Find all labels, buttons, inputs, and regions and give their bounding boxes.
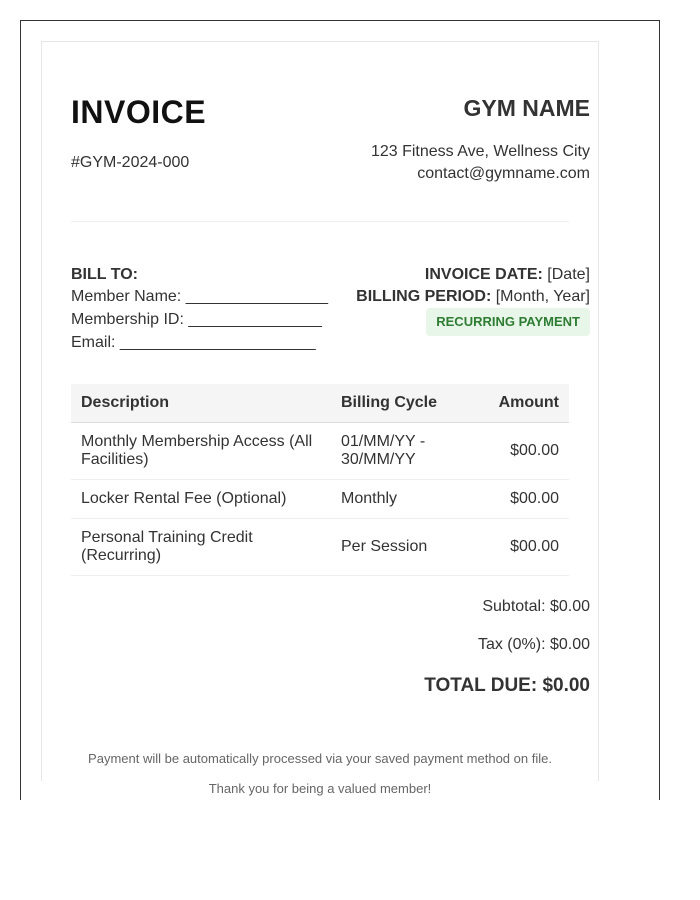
thank-you-note: Thank you for being a valued member! (208, 781, 432, 796)
header-amount: Amount (471, 384, 569, 423)
row-billing-cycle: Per Session (331, 519, 471, 576)
bill-to-heading: BILL TO: (71, 266, 138, 283)
row-amount: $00.00 (471, 519, 569, 576)
table-row (71, 423, 569, 480)
tax: Tax (0%): $0.00 (477, 636, 590, 653)
table-row (71, 519, 569, 576)
row-description: Personal Training Credit (Recurring) (71, 519, 331, 576)
table-header-row (71, 384, 569, 423)
row-billing-cycle: 01/MM/YY - 30/MM/YY (331, 423, 471, 480)
header-billing-cycle: Billing Cycle (331, 384, 471, 423)
header-description: Description (71, 384, 331, 423)
invoice-date-label: INVOICE DATE: (424, 266, 543, 283)
gym-email: contact@gymname.com (417, 165, 590, 182)
membership-id-field: Membership ID: _______________ (71, 311, 322, 328)
row-amount: $00.00 (471, 480, 569, 519)
billing-period-value: [Month, Year] (491, 288, 590, 305)
row-amount: $00.00 (471, 423, 569, 480)
member-name-field: Member Name: ________________ (71, 288, 329, 305)
invoice-title: INVOICE (71, 94, 207, 130)
payment-note: Payment will be automatically processed via your saved payment method on file. (88, 751, 552, 766)
invoice-date (425, 266, 590, 284)
subtotal: Subtotal: $0.00 (482, 598, 590, 615)
invoice-number: #GYM-2024-000 (71, 154, 190, 171)
invoice-date-value: [Date] (542, 266, 590, 283)
gym-address: 123 Fitness Ave, Wellness City (370, 143, 590, 160)
email-field: Email: ______________________ (71, 334, 316, 351)
table-row (71, 480, 569, 519)
header-divider (71, 221, 569, 222)
billing-period-label: BILLING PERIOD: (356, 288, 492, 305)
row-description: Locker Rental Fee (Optional) (71, 480, 331, 519)
total-due: TOTAL DUE: $0.00 (424, 675, 590, 696)
gym-name: GYM NAME (463, 95, 590, 121)
row-billing-cycle: Monthly (331, 480, 471, 519)
line-items-table (71, 384, 569, 576)
billing-period (356, 288, 590, 306)
row-description: Monthly Membership Access (All Facilities) (71, 423, 331, 480)
recurring-payment-badge: RECURRING PAYMENT (426, 308, 590, 336)
